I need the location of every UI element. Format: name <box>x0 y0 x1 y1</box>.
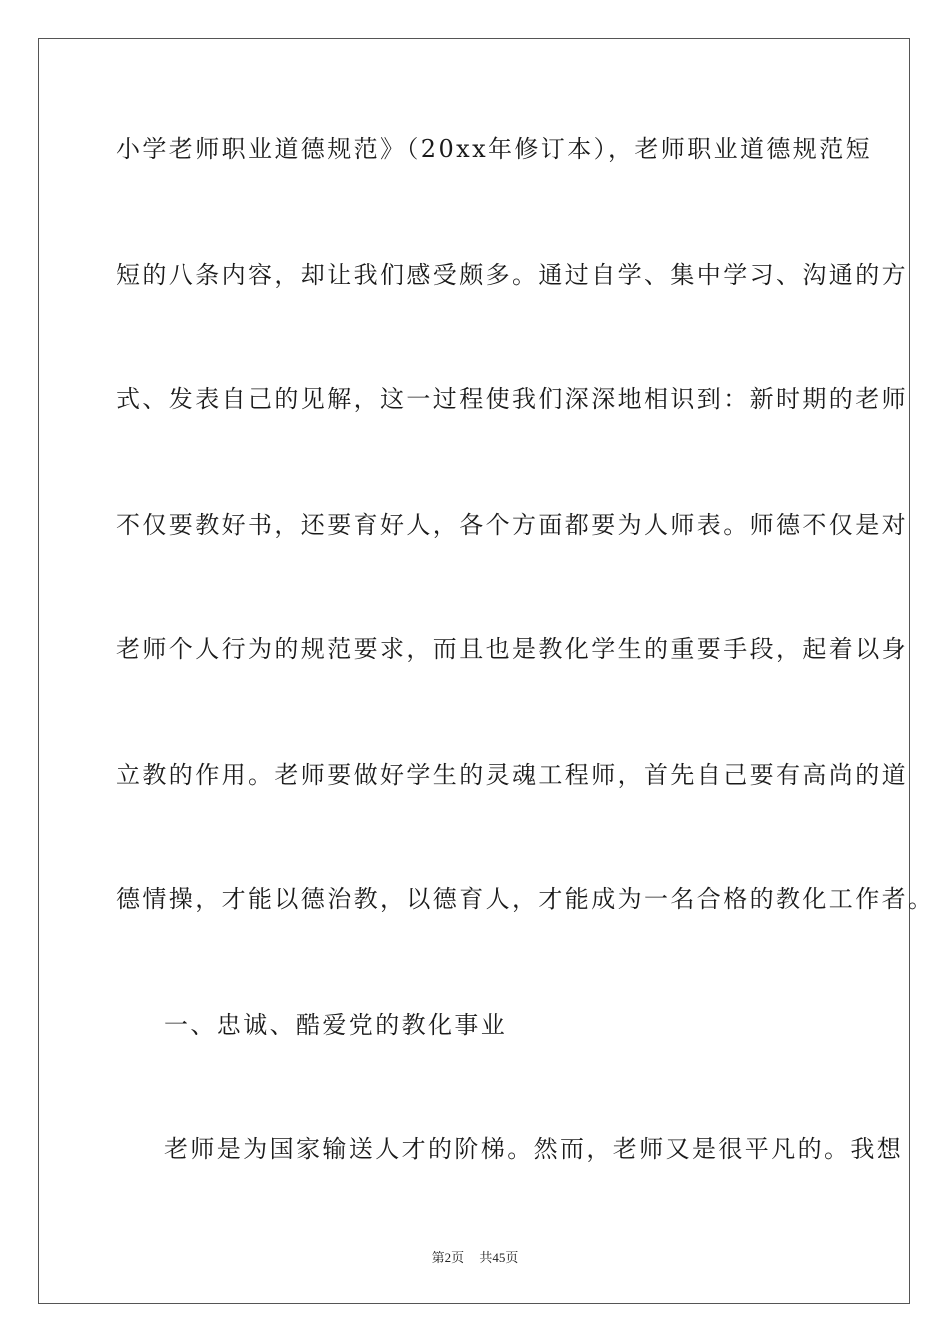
total-pages: 共45页 <box>479 1250 519 1265</box>
body-text-line: 式、发表自己的见解，这一过程使我们深深地相识到：新时期的老师 <box>116 385 908 413</box>
body-text-line: 立教的作用。老师要做好学生的灵魂工程师，首先自己要有高尚的道 <box>116 761 908 789</box>
page-number: 第2页 <box>431 1250 465 1265</box>
body-text-line: 不仅要教好书，还要育好人，各个方面都要为人师表。师德不仅是对 <box>116 511 908 539</box>
body-text-line: 德情操，才能以德治教，以德育人，才能成为一名合格的教化工作者。 <box>116 885 935 913</box>
body-text-line: 老师个人行为的规范要求，而且也是教化学生的重要手段，起着以身 <box>116 635 908 663</box>
page-footer <box>0 1247 950 1266</box>
body-text-line: 短的八条内容，却让我们感受颇多。通过自学、集中学习、沟通的方 <box>116 261 908 289</box>
paragraph-first-line: 老师是为国家输送人才的阶梯。然而，老师又是很平凡的。我想 <box>164 1135 904 1163</box>
body-text-line: 小学老师职业道德规范》（20xx年修订本），老师职业道德规范短 <box>116 135 873 163</box>
page-border <box>38 38 910 1304</box>
section-heading: 一、忠诚、酷爱党的教化事业 <box>164 1011 508 1039</box>
